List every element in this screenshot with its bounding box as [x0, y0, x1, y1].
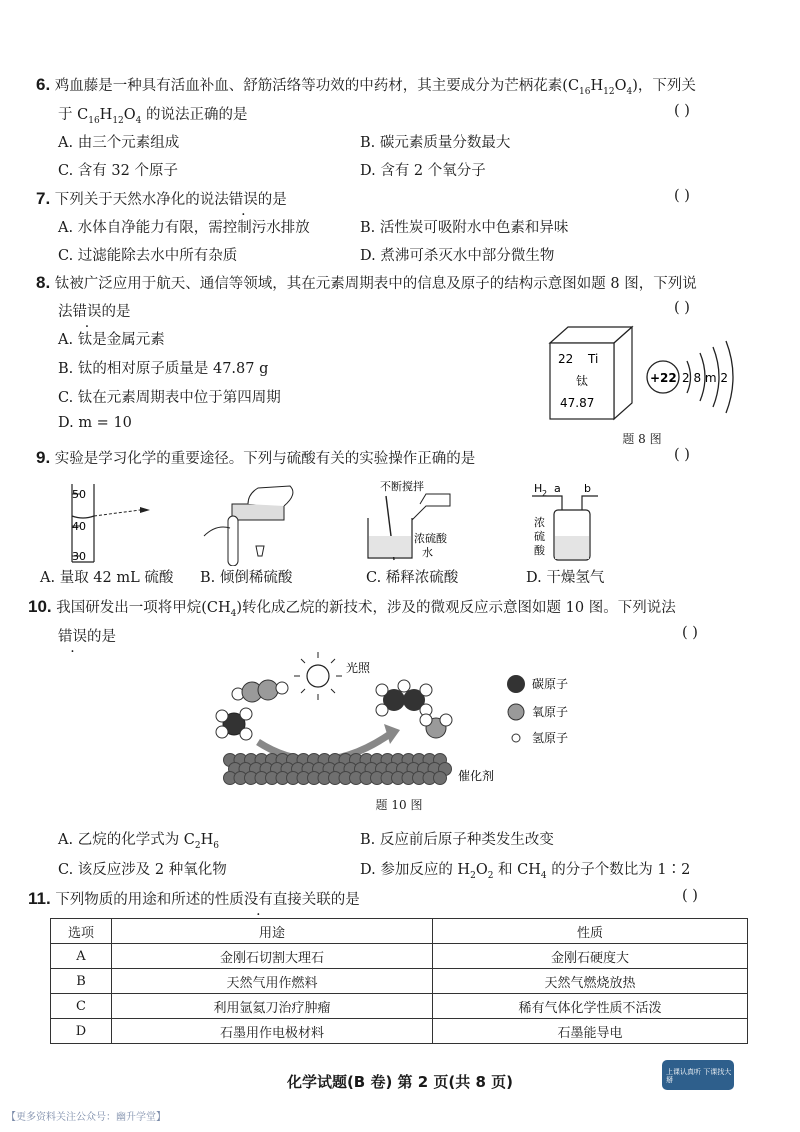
cube-side — [614, 327, 632, 419]
q10-stem-line1: 10. 我国研发出一项将甲烷$(CH_4)$转化成乙烷的新技术，涉及的微观反应示意图如题 10 图。下列说法 — [28, 597, 676, 619]
q8-option-b[interactable]: B. 钛的相对原子质量是 47.87 g — [58, 361, 269, 377]
svg-text:a: a — [554, 482, 561, 495]
q7-option-c[interactable]: C. 过滤能除去水中所有杂质 — [58, 248, 238, 264]
q8-caption: 题 8 图 — [622, 432, 662, 446]
q9-option-d[interactable]: D. 干燥氢气 — [526, 570, 605, 586]
svg-text:50: 50 — [72, 488, 86, 501]
q6-stem-line2: 于 $C_{16}H_{12}O_4$ 的说法正确的是 — [58, 107, 248, 126]
q8-stem-line1: 8. 钛被广泛应用于航天、通信等领域，其在元素周期表中的信息及原子的结构示意图如题 8 图，下列说 — [36, 273, 697, 292]
legend-carbon: 碳原子 — [532, 677, 569, 691]
q9-figure-d — [528, 476, 648, 566]
q10-option-c[interactable]: C. 该反应涉及 2 种氧化物 — [58, 862, 227, 878]
catalyst-surface — [224, 754, 452, 785]
q8-answer-blank[interactable]: ( ) — [674, 300, 690, 316]
acid-bottle — [412, 494, 450, 520]
q8-option-a[interactable]: A. 钛是金属元素 — [58, 332, 165, 348]
svg-text:2: 2 — [542, 489, 548, 498]
catalyst-label: 催化剂 — [458, 769, 495, 783]
svg-text:H: H — [534, 482, 543, 495]
q8-stem-line2: 法错误的是 — [58, 304, 131, 320]
brand-badge: 上课认真听 下课找大掰 — [662, 1060, 734, 1090]
q7-option-b[interactable]: B. 活性炭可吸附水中色素和异味 — [360, 220, 569, 236]
table-row: D 石墨用作电极材料 石墨能导电 — [51, 1019, 748, 1044]
q9-answer-blank[interactable]: ( ) — [674, 447, 690, 463]
q9-stem: 9. 实验是学习化学的重要途径。下列与硫酸有关的实验操作正确的是 — [36, 448, 476, 467]
q10-option-b[interactable]: B. 反应前后原子种类发生改变 — [360, 832, 554, 848]
q8-option-c[interactable]: C. 钛在元素周期表中位于第四周期 — [58, 390, 281, 406]
sun-icon — [294, 652, 342, 700]
q7-option-a[interactable]: A. 水体自净能力有限，需控制污水排放 — [58, 220, 310, 236]
q10-stem-line2: 错误的是 — [58, 629, 116, 645]
element-symbol: Ti — [588, 352, 599, 366]
q8-figure — [540, 325, 740, 425]
q6-option-b[interactable]: B. 碳元素质量分数最大 — [360, 135, 511, 151]
q9-figure-b — [198, 476, 308, 566]
q6-option-d[interactable]: D. 含有 2 个氧分子 — [360, 163, 486, 179]
svg-text:硫: 硫 — [534, 530, 545, 543]
atomic-mass: 47.87 — [560, 396, 595, 410]
page-footer: 化学试题(B 卷) 第 2 页(共 8 页) — [286, 1073, 514, 1091]
q6-stem-line1: 6. 鸡血藤是一种具有活血补血、舒筋活络等功效的中药材，其主要成分为芒柄花素$(C_{16}H_{12}O_4)$，下列关 — [36, 75, 696, 97]
q6-option-a[interactable]: A. 由三个元素组成 — [58, 135, 180, 151]
table-row: C 利用氩氦刀治疗肿瘤 稀有气体化学性质不活泼 — [51, 994, 748, 1019]
element-name: 钛 — [576, 374, 589, 388]
q9-option-b[interactable]: B. 倾倒稀硫酸 — [200, 570, 293, 586]
nuclear-charge: +22 — [650, 371, 677, 385]
q10-caption: 题 10 图 — [375, 798, 423, 812]
q10-option-d[interactable]: D. 参加反应的 $H_2O_2$ 和 $CH_4$ 的分子个数比为 1∶2 — [360, 862, 691, 881]
atomic-number: 22 — [558, 352, 574, 366]
q9-option-a[interactable]: A. 量取 42 mL 硫酸 — [40, 570, 174, 586]
q10-answer-blank[interactable]: ( ) — [682, 625, 698, 641]
q8-option-d[interactable]: D. m = 10 — [58, 415, 132, 431]
catalyst-atom — [434, 772, 447, 785]
svg-text:b: b — [584, 482, 591, 495]
q7-answer-blank[interactable]: ( ) — [674, 188, 690, 204]
svg-text:浓硫酸: 浓硫酸 — [414, 532, 447, 545]
q11-answer-blank[interactable]: ( ) — [682, 888, 698, 904]
table-row: B 天然气用作燃料 天然气燃烧放热 — [51, 969, 748, 994]
q11-table — [50, 918, 748, 1044]
legend-oxygen: 氧原子 — [532, 705, 569, 719]
table-header-row: 选项 用途 性质 — [51, 919, 748, 944]
q9-option-c[interactable]: C. 稀释浓硫酸 — [366, 570, 459, 586]
svg-text:30: 30 — [72, 550, 86, 563]
svg-text:不断搅拌: 不断搅拌 — [380, 480, 424, 493]
table-row: A 金刚石切割大理石 金刚石硬度大 — [51, 944, 748, 969]
q10-figure — [200, 652, 640, 792]
stopper — [256, 546, 264, 556]
q7-stem: 7. 下列关于天然水净化的说法错误的是 — [36, 189, 287, 208]
electron-config: 2 8 m 2 — [682, 371, 729, 385]
watermark: 【更多资料关注公众号：幽升学堂】 — [6, 1112, 166, 1123]
legend-hydrogen: 氢原子 — [532, 731, 569, 745]
eye-icon — [140, 507, 150, 513]
test-tube — [228, 516, 238, 566]
q9-figure-a — [58, 480, 168, 566]
svg-text:酸: 酸 — [534, 544, 545, 557]
reagent-bottle — [232, 504, 284, 520]
light-label: 光照 — [346, 661, 371, 675]
q6-option-c[interactable]: C. 含有 32 个原子 — [58, 163, 178, 179]
q11-stem: 11. 下列物质的用途和所述的性质没有直接关联的是 — [28, 889, 360, 908]
q9-figure-c — [350, 476, 470, 566]
q10-option-a[interactable]: A. 乙烷的化学式为 $C_2H_6$ — [58, 832, 220, 851]
svg-text:浓: 浓 — [534, 516, 545, 529]
q6-answer-blank[interactable]: ( ) — [674, 103, 690, 119]
q7-option-d[interactable]: D. 煮沸可杀灭水中部分微生物 — [360, 248, 555, 264]
svg-text:水: 水 — [422, 546, 433, 559]
hand-icon — [248, 486, 293, 506]
svg-text:40: 40 — [72, 520, 86, 533]
